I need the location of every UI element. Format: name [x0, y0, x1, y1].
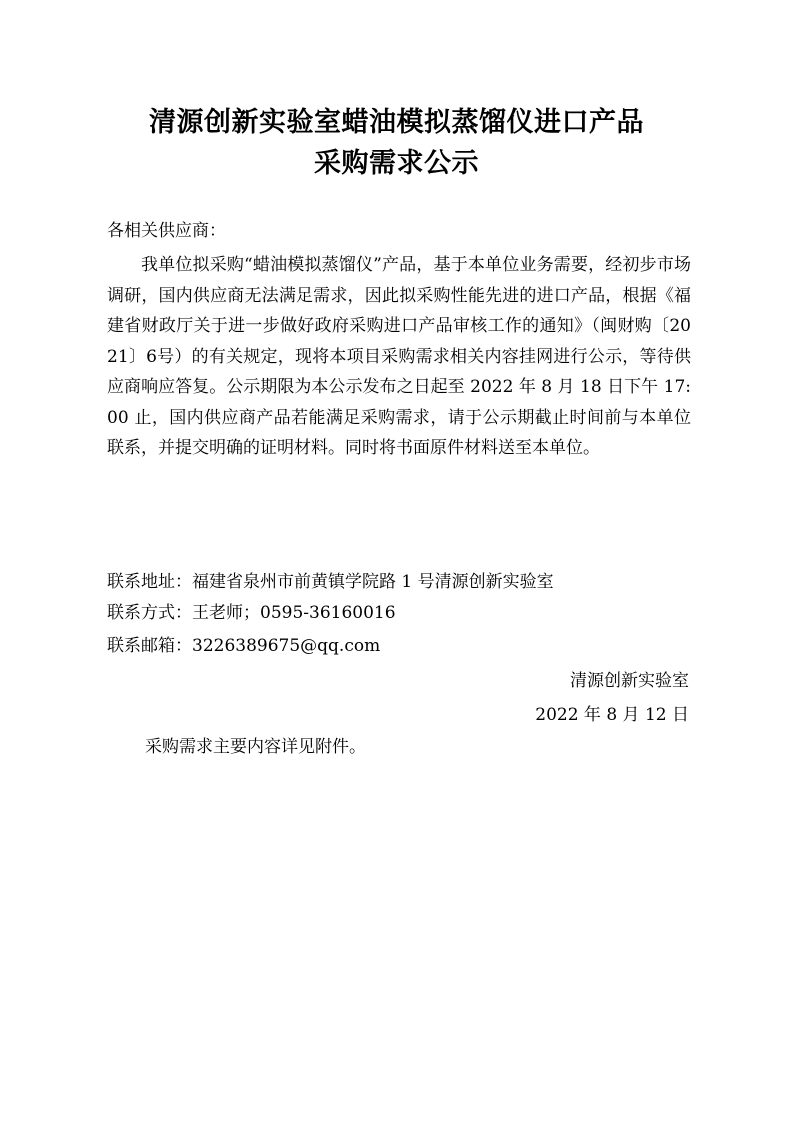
document-title-line-1: 清源创新实验室蜡油模拟蒸馏仪进口产品 — [149, 107, 644, 138]
salutation: 各相关供应商： — [107, 221, 226, 241]
contact-email: 联系邮箱：3226389675@qq.com — [107, 636, 381, 656]
signature-date: 2022 年 8 月 12 日 — [535, 705, 689, 725]
document-title-line-2: 采购需求公示 — [314, 148, 479, 179]
notice-body-paragraph: 我单位拟采购“蜡油模拟蒸馏仪”产品，基于本单位业务需要，经初步市场调研，国内供应商无法满足需求，因此拟采购性能先进的进口产品，根据《福建省财政厅关于进一步做好政府采购进口产品审核工作的通知》（闽财购〔2021〕6号）的有关规定，现将本项目采购需求相关内容挂网进行公示，等待供应商响应答复。公示期限为本公示发布之日起至 2022 年 8 月 18 日下午 17:00 止，国内供应商产品若能满足采购需求，请于公示期截止时间前与本单位联系，并提交明确的证明材料。同时将书面原件材料送至本单位。 — [107, 255, 691, 458]
contact-phone: 联系方式：王老师；0595-36160016 — [107, 603, 396, 623]
attachment-note: 采购需求主要内容详见附件。 — [145, 737, 366, 757]
contact-address: 联系地址：福建省泉州市前黄镇学院路 1 号清源创新实验室 — [107, 572, 554, 592]
signature-organization: 清源创新实验室 — [570, 671, 689, 691]
